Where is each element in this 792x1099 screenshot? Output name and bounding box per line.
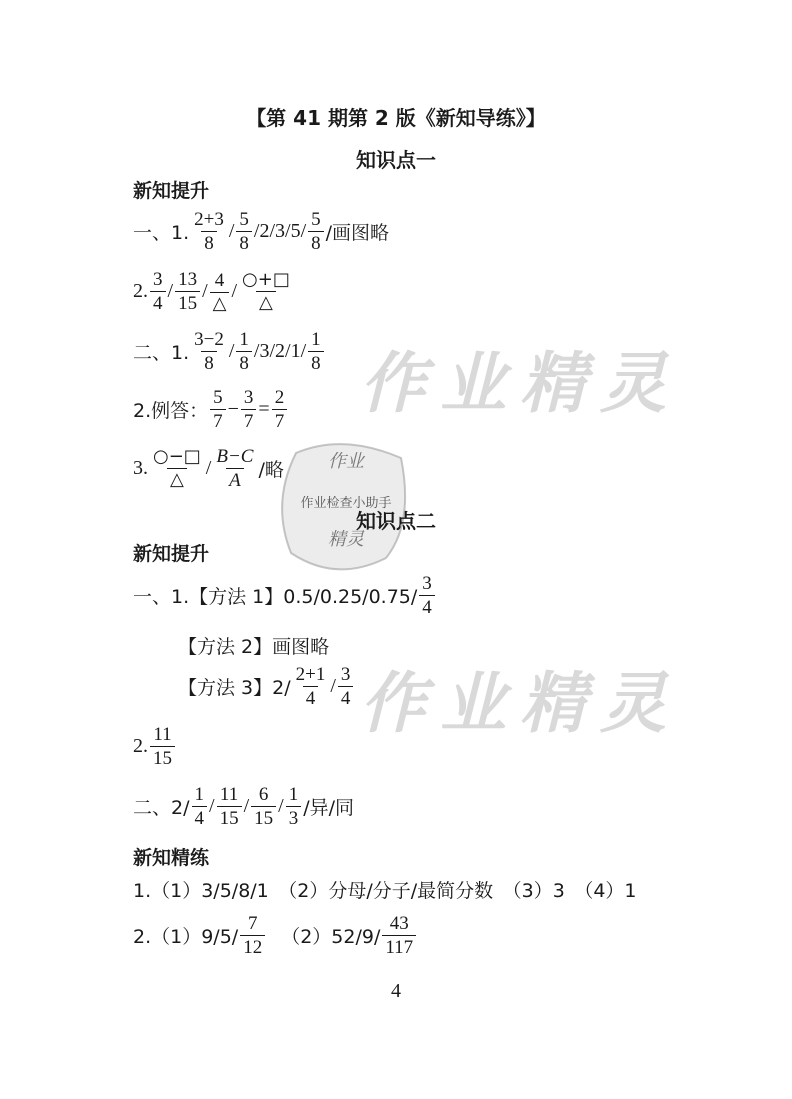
seal-top-text: 作业	[328, 451, 364, 472]
fraction: $\frac{6}{15}$	[251, 785, 276, 828]
fraction: $\frac{5}{7}$	[210, 388, 226, 431]
fraction: $\frac{3}{4}$	[419, 574, 435, 617]
fraction: $\frac{13}{15}$	[175, 270, 200, 313]
answer-line-1-4	[133, 388, 289, 431]
fraction: $\frac{○+□}{\triangle}$	[242, 269, 290, 313]
watermark-2: 作业精灵	[360, 665, 680, 742]
fraction: $\frac{3-2}{8}$	[194, 329, 224, 374]
line-prefix: 2.例答：	[133, 400, 209, 422]
line-prefix: 2.	[133, 735, 148, 757]
answer-line-2-3	[178, 665, 355, 708]
answer-text: /略	[258, 459, 284, 481]
practice-line-1	[133, 876, 637, 903]
line-prefix: 二、2/	[133, 797, 190, 819]
fraction: $\frac{B-C}{A}$	[216, 446, 254, 491]
separator: /	[228, 340, 235, 362]
separator: /	[209, 795, 215, 817]
answer-line-1-1	[133, 210, 389, 253]
separator: /2/3/5/	[253, 220, 307, 242]
fraction: $\frac{7}{12}$	[240, 914, 265, 957]
knowledge-point-2-heading: 知识点二	[356, 509, 436, 533]
separator: /	[228, 220, 235, 242]
fraction: $\frac{1}{3}$	[286, 785, 302, 828]
knowledge-point-1-heading: 知识点一	[356, 148, 436, 172]
separator: /	[278, 795, 284, 817]
line-prefix: 2.	[133, 280, 148, 302]
section-heading-2: 新知提升	[133, 543, 210, 565]
separator: /	[330, 675, 336, 697]
fraction: $\frac{5}{8}$	[308, 210, 324, 253]
practice-answer-text: 1.（1）3/5/8/1 （2）分母/分子/最简分数 （3）3 （4）1	[133, 880, 637, 902]
operator: =	[258, 398, 270, 420]
fraction: $\frac{2+3}{8}$	[194, 209, 224, 254]
fraction: $\frac{1}{8}$	[308, 330, 324, 373]
answer-line-1-3	[133, 330, 326, 373]
fraction: $\frac{43}{117}$	[382, 914, 416, 957]
fraction: $\frac{2+1}{4}$	[295, 664, 326, 709]
answer-line-2-2	[178, 632, 329, 659]
answer-line-2-5	[133, 785, 354, 828]
method-2-text: 【方法 2】画图略	[178, 636, 330, 658]
line-prefix: 2.（1）9/5/	[133, 926, 239, 948]
line-prefix: 一、1.【方法 1】0.5/0.25/0.75/	[133, 586, 418, 608]
fraction: $\frac{4}{\triangle}$	[210, 271, 230, 313]
fraction: $\frac{2}{7}$	[272, 388, 288, 431]
answer-line-1-2	[133, 270, 295, 313]
line-prefix: 二、1.	[133, 342, 190, 364]
separator: /	[167, 280, 174, 302]
separator: /	[202, 280, 208, 302]
seal-mid-text: 作业检查小助手	[300, 496, 392, 511]
watermark-seal	[276, 433, 411, 575]
line-prefix: 3.	[133, 457, 148, 479]
seal-bottom-text: 精灵	[328, 529, 364, 550]
line-prefix: 【方法 3】2/	[178, 677, 291, 699]
line-prefix: 一、1.	[133, 222, 190, 244]
separator: /3/2/1/	[253, 340, 307, 362]
answer-text: （2）52/9/	[281, 926, 381, 948]
separator: /	[205, 457, 212, 479]
fraction: $\frac{1}{8}$	[236, 330, 252, 373]
fraction: $\frac{3}{4}$	[338, 665, 354, 708]
page-title: 【第 41 期第 2 版《新知导练》】	[246, 106, 546, 130]
fraction: $\frac{1}{4}$	[192, 785, 208, 828]
answer-line-1-5	[133, 447, 284, 490]
fraction: $\frac{○-□}{\triangle}$	[153, 446, 201, 490]
separator: /	[243, 795, 250, 817]
practice-line-2	[133, 914, 418, 957]
answer-text: /异/同	[303, 797, 354, 819]
fraction: $\frac{11}{15}$	[150, 725, 175, 768]
answer-line-2-4	[133, 725, 177, 768]
answer-line-2-1	[133, 574, 437, 617]
separator: /	[231, 280, 238, 302]
answer-text: /画图略	[325, 222, 390, 244]
fraction: $\frac{11}{15}$	[217, 785, 242, 828]
section-heading-1: 新知提升	[133, 180, 210, 202]
page-number: 4	[391, 980, 401, 1002]
operator: −	[227, 398, 239, 420]
section-heading-practice: 新知精练	[133, 847, 210, 869]
fraction: $\frac{3}{4}$	[150, 270, 166, 313]
watermark-1: 作业精灵	[360, 345, 680, 422]
fraction: $\frac{5}{8}$	[236, 210, 252, 253]
fraction: $\frac{3}{7}$	[241, 388, 257, 431]
